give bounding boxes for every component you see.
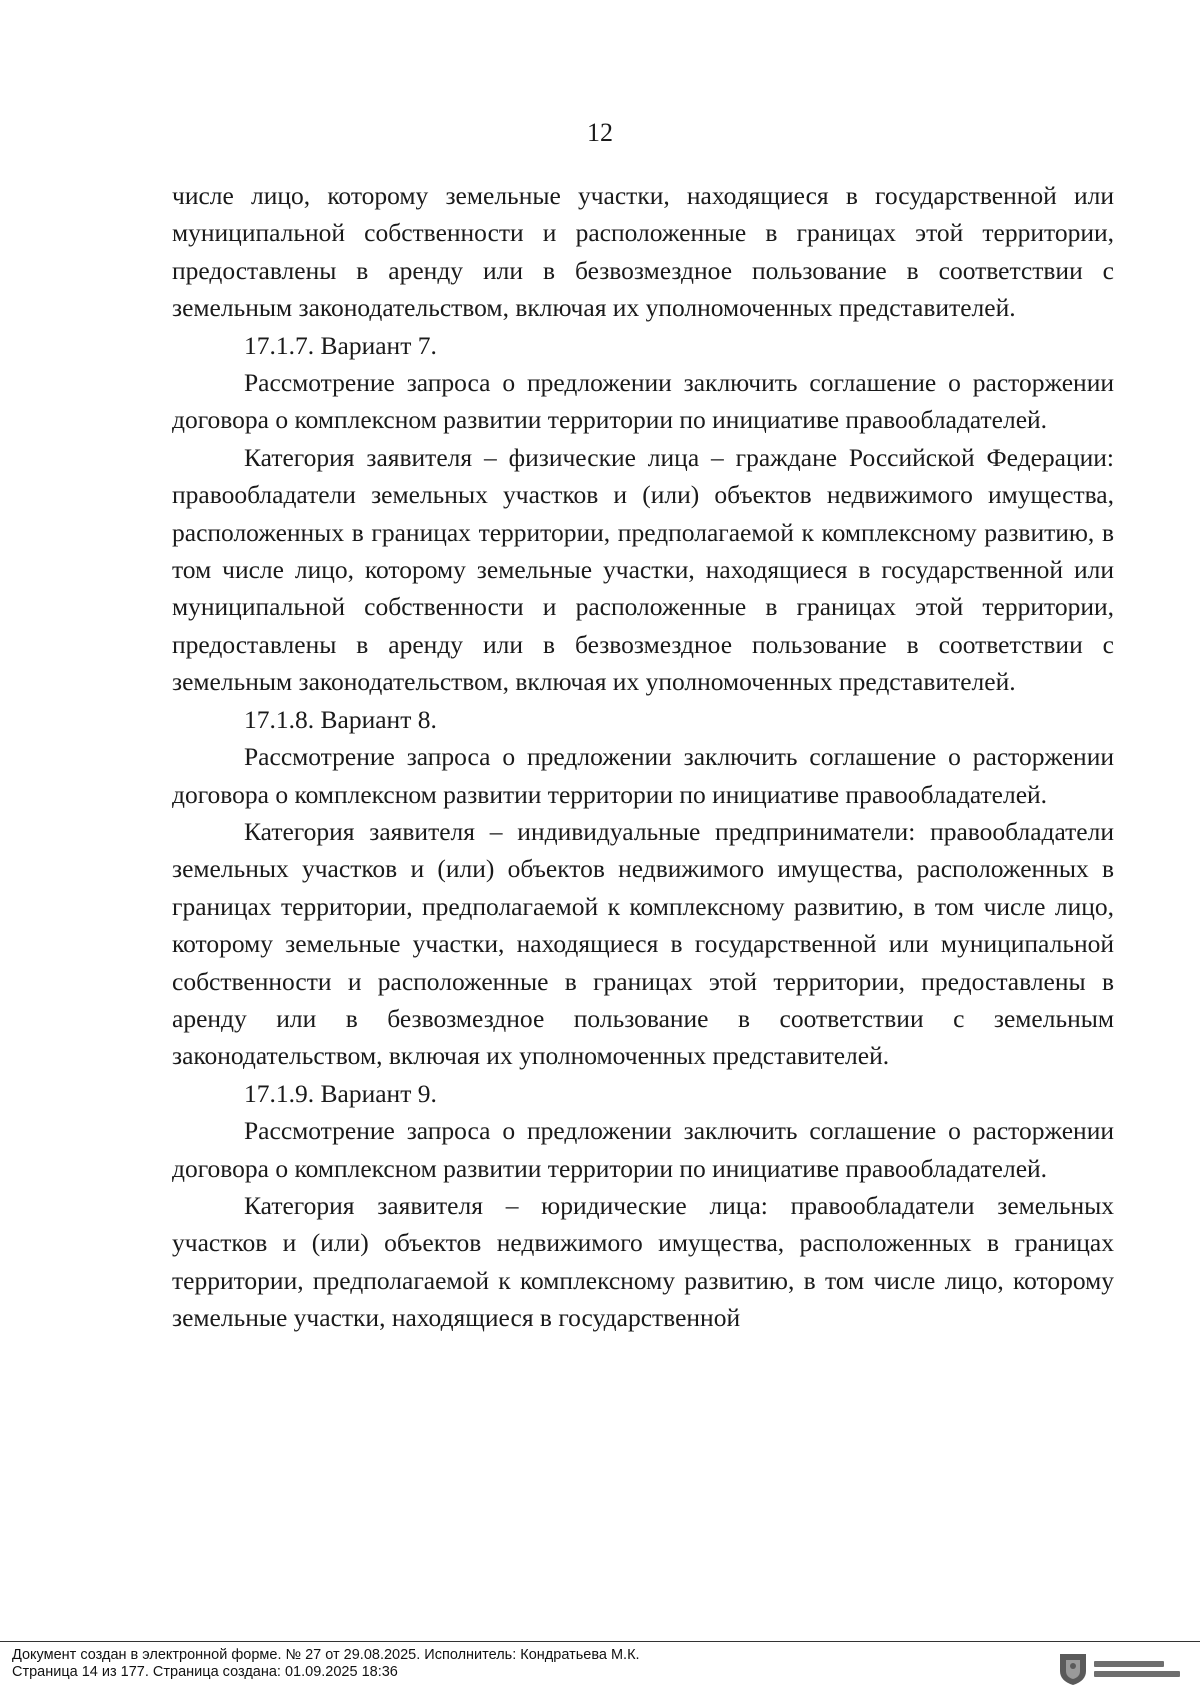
paragraph: Рассмотрение запроса о предложении заключить соглашение о расторжении договора о комплексном развитии территории по инициативе правообладателей. <box>172 742 1114 809</box>
footer-page-info: Страница 14 из 177. Страница создана: 01.09.2025 18:36 <box>12 1664 398 1680</box>
paragraph: Рассмотрение запроса о предложении заключить соглашение о расторжении договора о комплексном развитии территории по инициативе правообладателей. <box>172 1116 1114 1183</box>
document-body <box>172 177 1114 1337</box>
section-heading-variant-8: 17.1.8. Вариант 8. <box>244 704 437 734</box>
government-seal <box>1058 1648 1192 1690</box>
section-heading-variant-7: 17.1.7. Вариант 7. <box>244 330 437 360</box>
section-heading-variant-9: 17.1.9. Вариант 9. <box>244 1078 437 1108</box>
footer-document-info: Документ создан в электронной форме. № 27 от 29.08.2025. Исполнитель: Кондратьева М.К. <box>12 1647 640 1663</box>
page-number: 12 <box>587 118 613 147</box>
paragraph: числе лицо, которому земельные участки, находящиеся в государственной или муниципальной собственности и расположенные в границах этой территории, предоставлены в аренду или в безвозмездное пользование в соответствии с земельным законодательством, включая их уполномоченных представителей. <box>172 181 1114 323</box>
paragraph: Категория заявителя – физические лица – граждане Российской Федерации: правообладатели земельных участков и (или) объектов недвижимого имущества, расположенных в границах территории, предполагаемой к комплексному развитию, в том числе лицо, которому земельные участки, находящиеся в государственной или муниципальной собственности и расположенные в границах этой территории, предоставлены в аренду или в безвозмездное пользование в соответствии с земельным законодательством, включая их уполномоченных представителей. <box>172 442 1114 697</box>
paragraph: Категория заявителя – индивидуальные предприниматели: правообладатели земельных участков и (или) объектов недвижимого имущества, расположенных в границах территории, предполагаемой к комплексному развитию, в том числе лицо, которому земельные участки, находящиеся в государственной или муниципальной собственности и расположенные в границах этой территории, предоставлены в аренду или в безвозмездное пользование в соответствии с земельным законодательством, включая их уполномоченных представителей. <box>172 816 1114 1071</box>
paragraph: Категория заявителя – юридические лица: правообладатели земельных участков и (или) объектов недвижимого имущества, расположенных в границах территории, предполагаемой к комплексному развитию, в том числе лицо, которому земельные участки, находящиеся в государственной <box>172 1190 1114 1333</box>
document-footer <box>12 1647 640 1681</box>
seal-text <box>1094 1661 1180 1677</box>
footer-divider <box>0 1641 1200 1642</box>
paragraph: Рассмотрение запроса о предложении заключить соглашение о расторжении договора о комплексном развитии территории по инициативе правообладателей. <box>172 368 1114 435</box>
coat-of-arms-icon <box>1058 1651 1088 1687</box>
